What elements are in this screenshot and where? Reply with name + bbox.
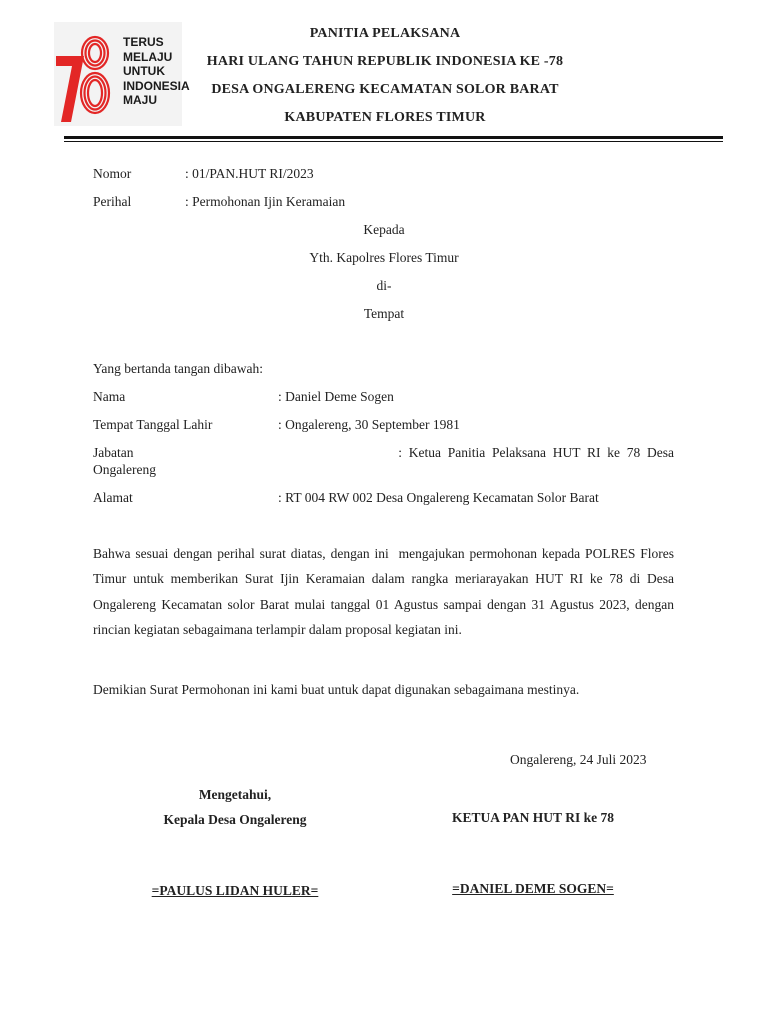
recipient-name: Yth. Kapolres Flores Timur <box>309 250 459 265</box>
letterhead-line-4: KABUPATEN FLORES TIMUR <box>284 110 486 125</box>
alamat-label: Alamat <box>93 490 133 505</box>
recipient-tempat: Tempat <box>363 306 405 321</box>
ttl-value: : Ongalereng, 30 September 1981 <box>278 417 460 432</box>
logo-line: MAJU <box>123 93 158 108</box>
sign-left-name: =PAULUS LIDAN HULER= <box>151 883 319 898</box>
jabatan-label: Jabatan <box>93 445 134 460</box>
sign-right-position: KETUA PAN HUT RI ke 78 <box>452 810 614 825</box>
nama-label: Nama <box>93 389 126 404</box>
ttl-label: Tempat Tanggal Lahir <box>93 417 213 432</box>
intro-text: Yang bertanda tangan dibawah: <box>93 361 263 376</box>
body-paragraph-2: Demikian Surat Permohonan ini kami buat untuk dapat digunakan sebagaimana mestinya. <box>93 682 580 697</box>
letter-date: Ongalereng, 24 Juli 2023 <box>510 752 647 767</box>
body-paragraph-1: Bahwa sesuai dengan perihal surat diatas, dengan ini mengajukan permohonan kepada POLRES Flores Timur untuk memberikan Surat Ijin Keramaian dalam rangka meriarayakan HUT RI ke 78 di Desa Ongalereng Kecamatan solor Barat mulai tanggal 01 Agustus sampai dengan 31 Agustus 2023, dengan rincian kegiatan sebagaimana terlampir dalam proposal kegiatan ini. <box>93 546 678 638</box>
logo-line: UNTUK <box>123 64 165 79</box>
sign-left-title: Mengetahui, <box>198 787 272 802</box>
logo-line: MELAJU <box>123 49 173 64</box>
logo-tagline <box>123 35 190 108</box>
perihal-label: Perihal <box>93 194 132 209</box>
logo-line: TERUS <box>123 35 164 49</box>
logo-line: INDONESIA <box>123 78 190 93</box>
header-divider-thick <box>64 136 723 139</box>
recipient-di: di- <box>376 278 392 293</box>
jabatan-value: : Ketua Panitia Pelaksana HUT RI ke 78 Desa <box>398 445 674 460</box>
committee-logo <box>54 22 190 126</box>
nomor-label: Nomor <box>93 166 132 181</box>
perihal-value: : Permohonan Ijin Keramaian <box>185 194 346 209</box>
nama-value: : Daniel Deme Sogen <box>278 389 394 404</box>
jabatan-continuation: Ongalereng <box>93 462 156 477</box>
header-divider-thin <box>64 141 723 142</box>
sign-right-name: =DANIEL DEME SOGEN= <box>452 881 614 896</box>
alamat-value: : RT 004 RW 002 Desa Ongalereng Kecamatan Solor Barat <box>278 490 599 505</box>
letterhead-line-2: HARI ULANG TAHUN REPUBLIK INDONESIA KE -78 <box>206 54 564 69</box>
recipient-kepada: Kepada <box>363 222 405 237</box>
letterhead-line-3: DESA ONGALERENG KECAMATAN SOLOR BARAT <box>211 82 559 97</box>
nomor-value: : 01/PAN.HUT RI/2023 <box>185 166 314 181</box>
letterhead-line-1: PANITIA PELAKSANA <box>309 26 461 41</box>
sign-left-position: Kepala Desa Ongalereng <box>163 812 307 827</box>
